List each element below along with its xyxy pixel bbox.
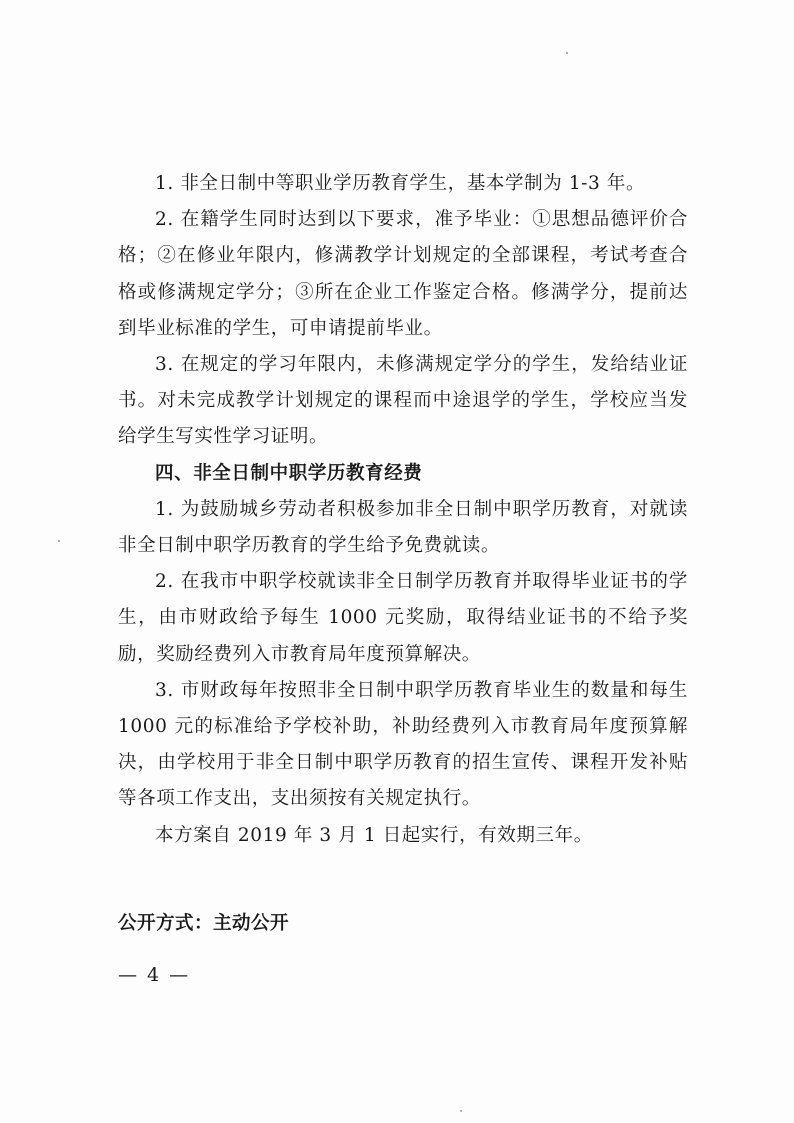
scan-speck — [566, 52, 568, 54]
effective-statement: 本方案自 2019 年 3 月 1 日起实行，有效期三年。 — [155, 824, 593, 846]
scan-speck — [58, 540, 60, 542]
paragraph-graduation-term: 1. 非全日制中等职业学历教育学生，基本学制为 1-3 年。 — [155, 173, 646, 194]
paragraph-school-subsidy: 3. 市财政每年按照非全日制中职学历教育毕业生的数量和每生 1000 元的标准给予学校补助，补助经费列入市教育局年度预算解决，由学校用于非全日制中职学历教育的招生宣传、课程开发补贴等各项工作支出，支出须按有关规定执行。 — [118, 679, 688, 810]
page-number: — 4 — — [118, 964, 191, 986]
paragraph-free-study: 1. 为鼓励城乡劳动者积极参加非全日制中职学历教育，对就读非全日制中职学历教育的学生给予免费就读。 — [118, 498, 688, 557]
paragraph-completion-certificate: 3. 在规定的学习年限内，未修满规定学分的学生，发给结业证书。对未完成教学计划规定的课程而中途退学的学生，学校应当发给学生写实性学习证明。 — [118, 354, 688, 448]
disclosure-method: 公开方式：主动公开 — [118, 913, 290, 934]
paragraph-graduation-requirements: 2. 在籍学生同时达到以下要求，准予毕业：①思想品德评价合格；②在修业年限内，修满教学计划规定的全部课程，考试考查合格或修满规定学分；③所在企业工作鉴定合格。修满学分，提前达到毕业标准的学生，可申请提前毕业。 — [118, 209, 688, 339]
paragraph-student-reward: 2. 在我市中职学校就读非全日制学历教育并取得毕业证书的学生，由市财政给予每生 1000 元奖励，取得结业证书的不给予奖励，奖励经费列入市教育局年度预算解决。 — [118, 571, 688, 665]
body-text — [118, 166, 688, 854]
section-heading: 四、非全日制中职学历教育经费 — [155, 462, 423, 484]
scan-speck — [460, 1110, 462, 1112]
